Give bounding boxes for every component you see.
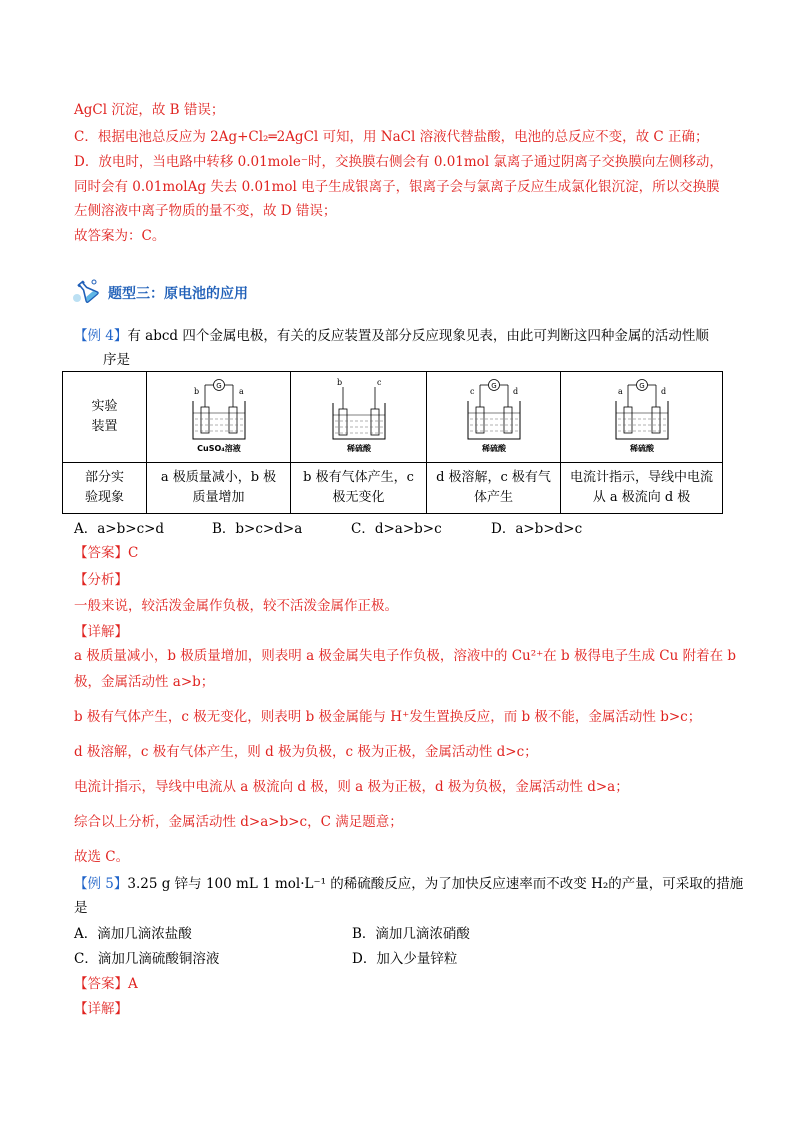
example4-option-c: C．d>a>b>c [351,521,442,537]
example4-detail-1b: 极，金属活动性 a>b； [74,674,215,690]
prev-solution-line-1: AgCl 沉淀，故 B 错误； [74,102,225,118]
prev-solution-line-5: 左侧溶液中离子物质的量不变，故 D 错误； [74,203,337,219]
example4-detail-6: 故选 C。 [74,849,130,865]
example4-answer [74,543,138,563]
solution-label: 稀硫酸 [481,443,506,453]
apparatus-diagram-2 [319,373,399,455]
apparatus-diagram-1 [179,373,259,455]
example4-detail-label: 【详解】 [74,624,128,640]
example5-stem-line-1 [74,874,743,894]
phenomenon-cell-2: b 极有气体产生，c 极无变化 [291,463,427,514]
example4-detail-2: b 极有气体产生，c 极无变化，则表明 b 极金属能与 H⁺发生置换反应，而 b 极不能，金属活动性 b>c； [74,709,702,725]
electrode-label-left: b [336,377,342,387]
electrode-label-right: a [238,386,244,396]
example4-tag: 【例 4】 [74,328,128,344]
example5-stem-text: 3.25 g 锌与 100 mL 1 mol·L⁻¹ 的稀硫酸反应，为了加快反应速率而不改变 H₂的产量，可采取的措施 [127,876,744,892]
example5-option-d: D．加入少量锌粒 [352,951,458,967]
example5-tag: 【例 5】 [74,876,128,892]
flask-icon [72,278,100,308]
electrode-label-right: d [660,386,666,396]
example4-analysis-label: 【分析】 [74,572,128,588]
electrode-label-left: b [193,386,199,396]
section-title: 题型三：原电池的应用 [108,286,248,302]
prev-solution-line-4: 同时会有 0.01molAg 失去 0.01mol 电子生成银离子，银离子会与氯离子反应生成氯化银沉淀，所以交换膜 [74,179,720,195]
example4-detail-3: d 极溶解，c 极有气体产生，则 d 极为负极，c 极为正极，金属活动性 d>c； [74,744,538,760]
row-header-phenomena: 部分实 验现象 [63,463,147,514]
galvanometer-symbol: G [638,381,645,390]
apparatus-cell-4 [561,372,723,463]
example4-option-b: B．b>c>d>a [212,521,303,537]
electrode-label-left: a [617,386,623,396]
prev-solution-line-2: C．根据电池总反应为 2Ag+Cl₂═2AgCl 可知，用 NaCl 溶液代替盐酸，电池的总反应不变，故 C 正确； [74,129,709,145]
example4-detail-5: 综合以上分析，金属活动性 d>a>b>c，C 满足题意； [74,814,403,830]
apparatus-cell-1 [147,372,291,463]
table-row-phenomena [63,463,723,514]
apparatus-cell-3 [427,372,561,463]
example4-detail-1a: a 极质量减小，b 极质量增加，则表明 a 极金属失电子作负极，溶液中的 Cu²⁺在 b 极得电子生成 Cu 附着在 b [74,648,737,664]
example4-stem-line-1 [74,326,709,346]
electrode-label-right: d [512,386,518,396]
solution-label: CuSO₄溶液 [196,443,241,453]
example4-stem-line-2: 序是 [103,352,130,368]
electrode-label-right: c [376,377,381,387]
example4-option-d: D．a>b>d>c [491,521,583,537]
example4-detail-4: 电流计指示，导线中电流从 a 极流向 d 极，则 a 极为正极，d 极为负极，金属活动性 d>a； [74,779,629,795]
example5-answer [74,974,138,994]
apparatus-diagram-4 [602,373,682,455]
example4-analysis-text: 一般来说，较活泼金属作负极，较不活泼金属作正极。 [74,598,398,614]
example5-option-b: B．滴加几滴浓硝酸 [352,926,470,942]
apparatus-cell-2 [291,372,427,463]
table-row-apparatus [63,372,723,463]
answer-label: 【答案】 [74,545,128,561]
electrode-label-left: c [469,386,474,396]
prev-solution-line-3: D．放电时，当电路中转移 0.01mole⁻时，交换膜右侧会有 0.01mol 氯离子通过阴离子交换膜向左侧移动， [74,154,723,170]
example4-option-a: A．a>b>c>d [74,521,165,537]
phenomenon-cell-4: 电流计指示，导线中电流 从 a 极流向 d 极 [561,463,723,514]
solution-label: 稀硫酸 [346,443,371,453]
section-header [72,278,248,308]
answer-label: 【答案】 [74,976,128,992]
answer-value: C [128,545,139,561]
example5-detail-label: 【详解】 [74,1001,128,1017]
example5-option-c: C．滴加几滴硫酸铜溶液 [74,951,220,967]
apparatus-diagram-3 [454,373,534,455]
experiment-table [62,371,723,514]
phenomenon-cell-1: a 极质量减小，b 极 质量增加 [147,463,291,514]
row-header-apparatus: 实验 装置 [63,372,147,463]
phenomenon-cell-3: d 极溶解，c 极有气 体产生 [427,463,561,514]
example5-option-a: A．滴加几滴浓盐酸 [74,926,192,942]
galvanometer-symbol: G [215,381,222,390]
prev-solution-line-6: 故答案为：C。 [74,228,166,244]
answer-value: A [128,976,138,992]
example4-stem-text: 有 abcd 四个金属电极，有关的反应装置及部分反应现象见表，由此可判断这四种金属的活动性顺 [127,328,709,344]
galvanometer-symbol: G [490,381,497,390]
solution-label: 稀硫酸 [629,443,654,453]
example5-stem-line-2: 是 [74,900,88,916]
